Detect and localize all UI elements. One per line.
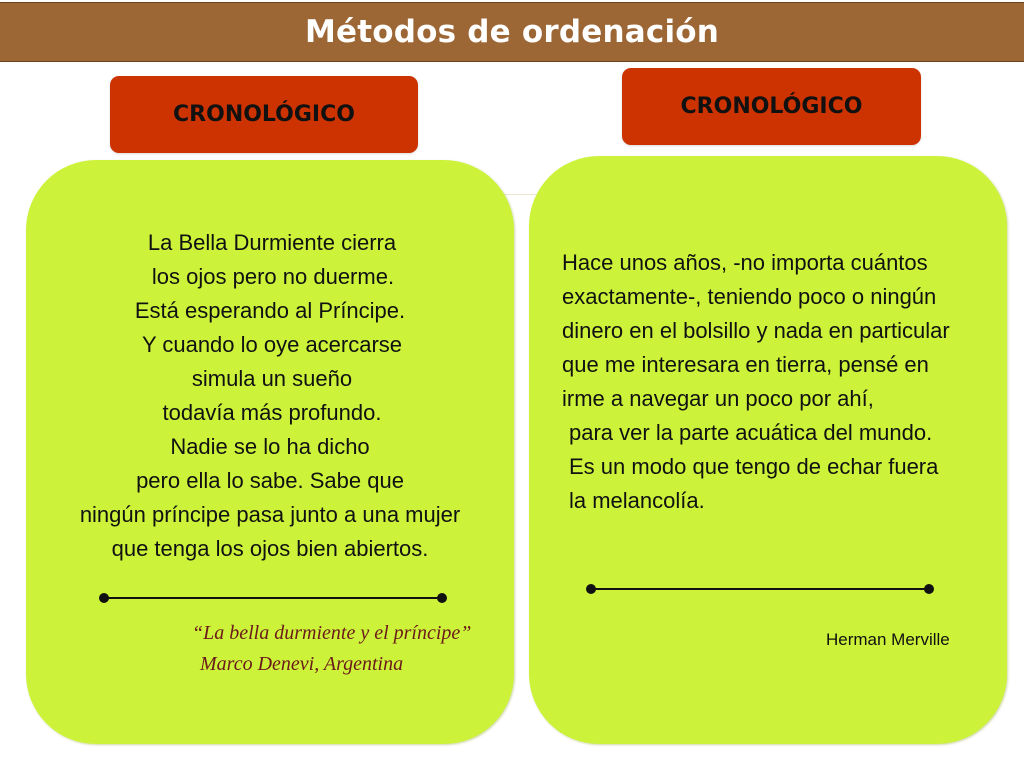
attribution-author: Herman Merville — [826, 630, 950, 649]
right-divider — [590, 588, 930, 590]
poem-line: Está esperando al Príncipe. — [134, 298, 406, 323]
poem-line: pero ella lo sabe. Sabe que — [136, 468, 404, 493]
poem-line: Nadie se lo ha dicho — [170, 434, 370, 459]
prose-text — [562, 246, 1002, 518]
left-divider — [103, 597, 443, 599]
poem-line: ningún príncipe pasa junto a una mujer — [79, 502, 461, 527]
prose-line: que me interesara en tierra, pensé en — [562, 352, 929, 377]
poem-line: los ojos pero no duerme. — [151, 264, 395, 289]
prose-line: Hace unos años, -no importa cuántos — [562, 250, 928, 275]
poem-line: que tenga los ojos bien abiertos. — [111, 536, 429, 561]
prose-line: Es un modo que tengo de echar fuera — [569, 454, 939, 479]
right-method-label — [622, 68, 921, 145]
prose-line: exactamente-, teniendo poco o ningún — [562, 284, 937, 309]
quote-title: “La bella durmiente y el príncipe” — [192, 622, 472, 644]
poem-text — [26, 226, 514, 566]
right-method-label-text: CRONOLÓGICO — [680, 94, 863, 119]
poem-line: Y cuando lo oye acercarse — [141, 332, 403, 357]
prose-line: para ver la parte acuática del mundo. — [569, 420, 933, 445]
left-method-label — [110, 76, 418, 153]
left-method-label-text: CRONOLÓGICO — [173, 102, 355, 127]
title-bar — [0, 2, 1024, 62]
prose-line: dinero en el bolsillo y nada en particular — [562, 318, 950, 343]
poem-line: La Bella Durmiente cierra — [147, 230, 397, 255]
quote-author: Marco Denevi, Argentina — [200, 653, 404, 675]
prose-line: la melancolía. — [569, 488, 705, 513]
poem-line: simula un sueño — [191, 366, 353, 391]
page-title: Métodos de ordenación — [304, 14, 720, 50]
prose-line: irme a navegar un poco por ahí, — [562, 386, 874, 411]
poem-line: todavía más profundo. — [162, 400, 382, 425]
